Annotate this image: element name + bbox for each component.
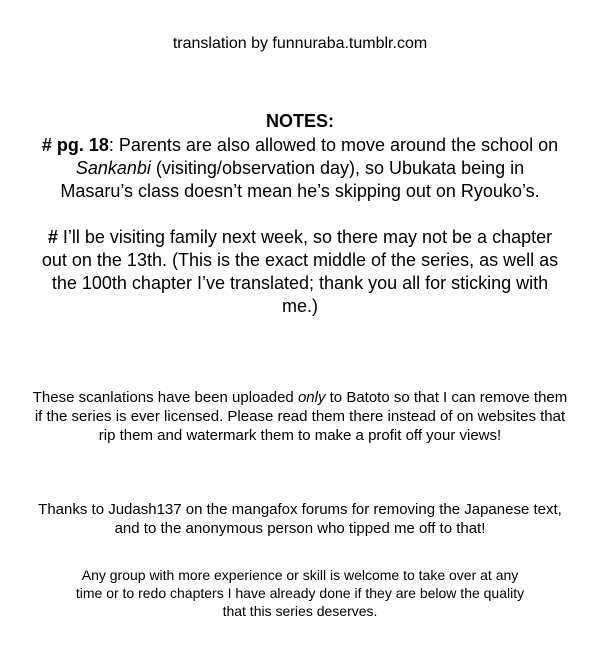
note-emphasized-term: Sankanbi	[75, 158, 151, 178]
recruitment-text: Any group with more experience or skill is welcome to take over at any time or to redo chapters I have already done if they are below the quality that this series deserves.	[75, 567, 525, 619]
note-text-part-2: (visiting/observation day), so Ubukata being in Masaru’s class doesn’t mean he’s skipping out on Ryouko’s.	[60, 158, 540, 201]
note-page-reference: pg. 18	[56, 135, 109, 155]
note-schedule	[40, 226, 560, 318]
upload-notice-emphasis: only	[297, 389, 326, 406]
recruitment-note	[70, 566, 530, 620]
upload-notice-part-2: to Batoto so that I can remove them if the series is ever licensed. Please read them there instead of on websites that rip them and watermark them to make a profit off your views!	[34, 389, 568, 444]
upload-notice-part-1: These scanlations have been uploaded	[32, 389, 298, 406]
upload-notice	[30, 388, 570, 445]
credit-text: translation by funnuraba.tumblr.com	[172, 35, 428, 52]
thanks-text: Thanks to Judash137 on the mangafox forums for removing the Japanese text, and to the anonymous person who tipped me off to that!	[38, 501, 562, 537]
thanks-note	[30, 500, 570, 538]
note-marker: #	[47, 227, 58, 247]
note-marker: #	[41, 135, 52, 155]
note-text-part-1: : Parents are also allowed to move around the school on	[108, 135, 559, 155]
note-schedule-text: I’ll be visiting family next week, so there may not be a chapter out on the 13th. (This is the exact middle of the series, as well as the 100th chapter I’ve translated; thank you all for sticking with me.)	[41, 227, 559, 316]
note-page-18	[40, 134, 560, 203]
notes-title: NOTES:	[265, 111, 334, 131]
notes-section	[40, 110, 560, 318]
translator-credit	[0, 34, 600, 54]
